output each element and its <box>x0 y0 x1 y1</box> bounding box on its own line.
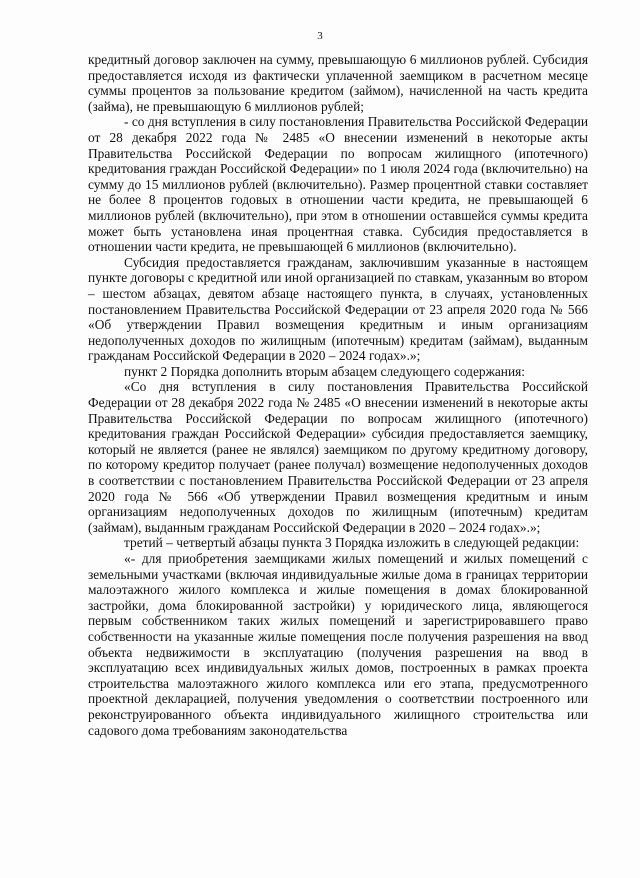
paragraph: пункт 2 Порядка дополнить вторым абзацем следующего содержания: <box>124 363 526 379</box>
page-number: 3 <box>317 30 323 42</box>
document-body <box>88 52 588 738</box>
paragraph: «Со дня вступления в силу постановления Правительства Российской Федерации от 28 декабря 2022 года № 2485 «О внесении изменений в некоторые акты Правительства Российской Федерации по вопросам жилищного (ипотечного) кредитования граждан Российской Федерации» субсидия предоставляется заемщику, который не является (ранее не являлся) заемщиком по другому кредитному договору, по которому кредитор получает (ранее получал) возмещение недополученных доходов в соответствии с постановлением Правительства Российской Федерации от 23 апреля 2020 года № 566 «Об утверждении Правил возмещения кредитным и иным организациям недополученных доходов по жилищным (ипотечным) кредитам (займам), выданным гражданам Российской Федерации в 2020 – 2024 годах».»; <box>88 379 588 535</box>
paragraph: «- для приобретения заемщиками жилых помещений и жилых помещений с земельными участками (включая индивидуальные жилые дома в границах территории малоэтажного жилого комплекса и жилые помещения в домах блокированной застройки, дома блокированной застройки) у юридического лица, являющегося первым собственником таких жилых помещений и зарегистрировавшего право собственности на указанные жилые помещения после получения разрешения на ввод объекта недвижимости в эксплуатацию (получения разрешения на ввод в эксплуатацию всех индивидуальных жилых домов, построенных в рамках проекта строительства малоэтажного жилого комплекса или его этапа, предусмотренного проектной декларацией, получения уведомления о соответствии построенного или реконструированного объекта индивидуального жилищного строительства или садового дома требованиям законодательства <box>88 551 588 738</box>
paragraph: третий – четвертый абзацы пункта 3 Порядка изложить в следующей редакции: <box>124 535 580 551</box>
paragraph: кредитный договор заключен на сумму, превышающую 6 миллионов рублей. Субсидия предоставляется исходя из фактически уплаченной заемщиком в расчетном месяце суммы процентов за пользование кредитом (займом), начисленной на часть кредита (займа), не превышающую 6 миллионов рублей; <box>88 52 588 114</box>
paragraph: - со дня вступления в силу постановления Правительства Российской Федерации от 28 декабря 2022 года № 2485 «О внесении изменений в некоторые акты Правительства Российской Федерации по вопросам жилищного (ипотечного) кредитования граждан Российской Федерации» по 1 июля 2024 года (включительно) на сумму до 15 миллионов рублей (включительно). Размер процентной ставки составляет не более 8 процентов годовых в отношении части кредита, не превышающей 6 миллионов рублей (включительно), при этом в отношении оставшейся суммы кредита может быть установлена иная процентная ставка. Субсидия предоставляется в отношении части кредита, не превышающей 6 миллионов (включительно). <box>88 114 588 255</box>
paragraph: Субсидия предоставляется гражданам, заключившим указанные в настоящем пункте договоры с кредитной или иной организацией по ставкам, указанным во втором – шестом абзацах, девятом абзаце настоящего пункта, в случаях, установленных постановлением Правительства Российской Федерации от 23 апреля 2020 года № 566 «Об утверждении Правил возмещения кредитным и иным организациям недополученных доходов по жилищным (ипотечным) кредитам (займам), выданным гражданам Российской Федерации в 2020 – 2024 годах».»; <box>88 254 588 364</box>
